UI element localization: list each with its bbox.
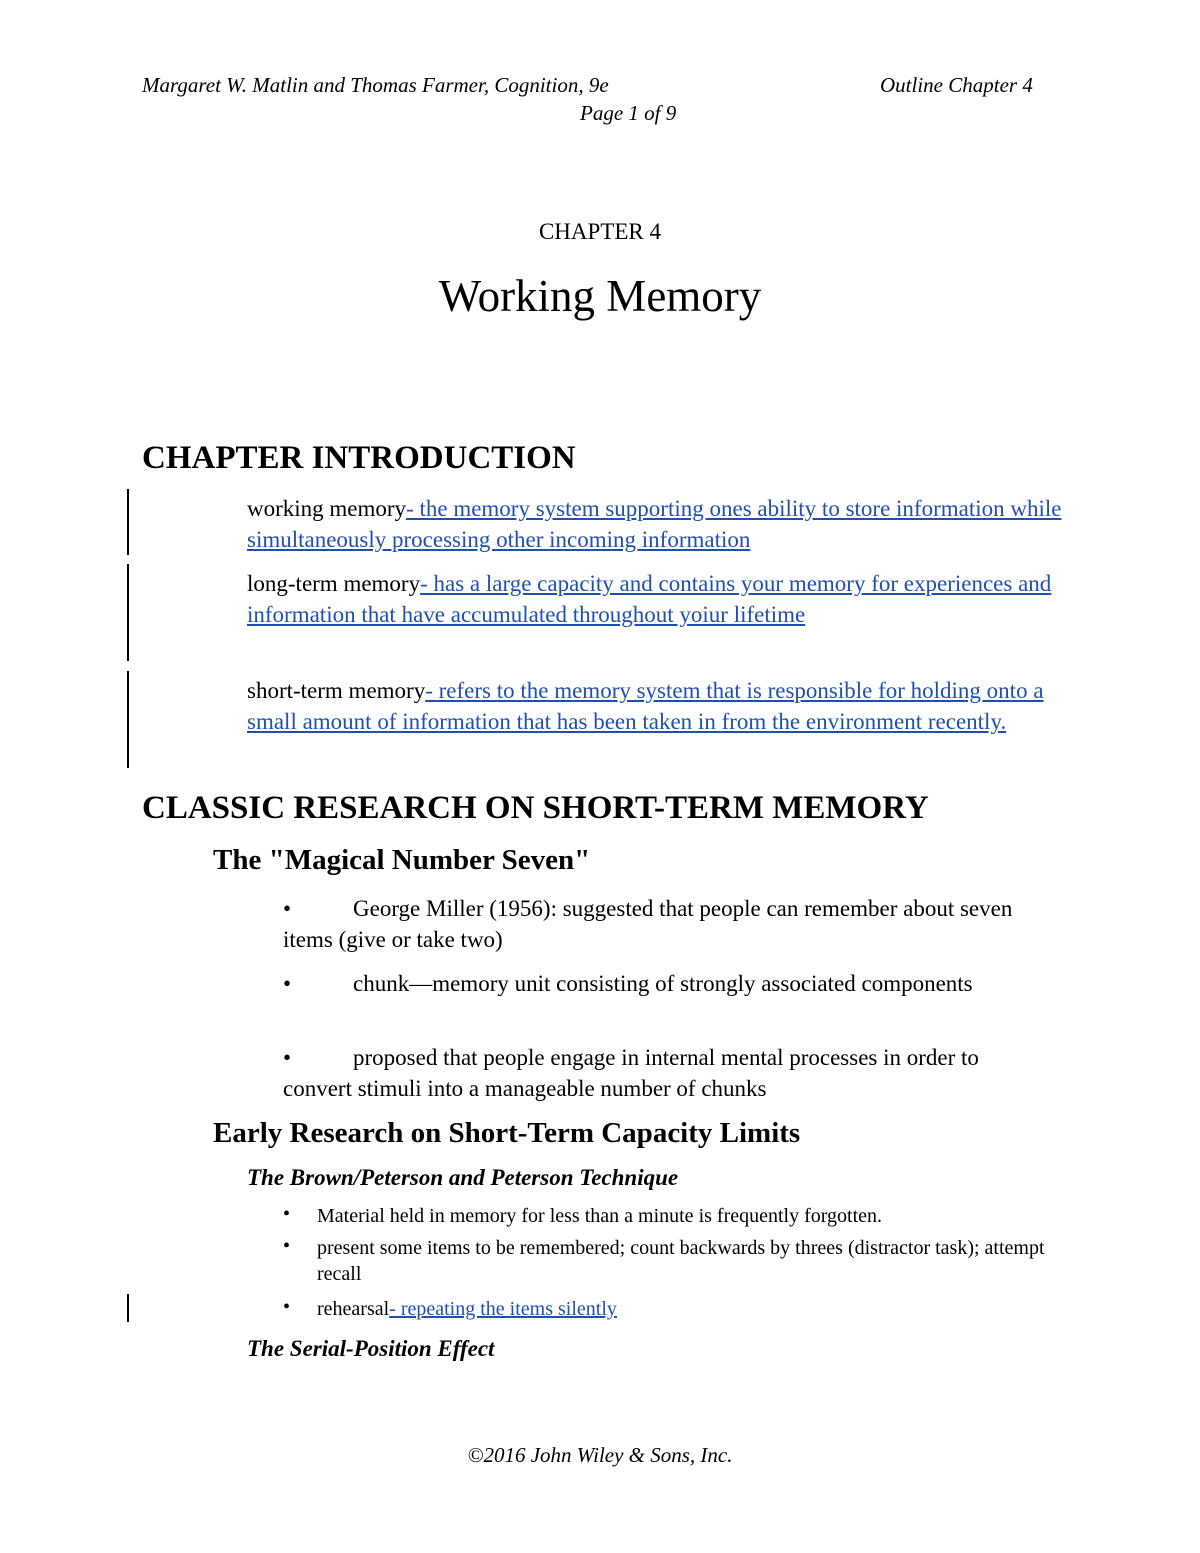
subsection-heading-early-research: Early Research on Short-Term Capacity Limits	[213, 1117, 801, 1149]
bullet-icon: •	[283, 971, 292, 996]
definition-working-memory	[247, 493, 1077, 555]
page-number: Page 1 of 9	[580, 101, 677, 125]
list-item-text: chunk—memory unit consisting of strongly associated components	[353, 971, 973, 996]
topic-heading-brown-peterson: The Brown/Peterson and Peterson Technique	[247, 1165, 679, 1190]
bullet-icon: •	[283, 1203, 291, 1225]
change-bar	[127, 671, 129, 768]
change-bar	[127, 1294, 129, 1322]
bullet-icon: •	[283, 1235, 291, 1257]
list-item	[283, 893, 1023, 955]
header-outline-label: Outline Chapter 4	[880, 73, 1033, 97]
chapter-number: CHAPTER 4	[538, 219, 662, 244]
term: rehearsal	[317, 1298, 390, 1320]
term: working memory	[247, 496, 407, 521]
list-item-rehearsal	[317, 1296, 1057, 1322]
list-item-text: proposed that people engage in internal mental processes in order to convert stimuli into a manageable number of chunks	[283, 1045, 979, 1101]
section-heading-intro: CHAPTER INTRODUCTION	[142, 440, 576, 476]
answer-text: - repeating the items silently	[389, 1298, 617, 1320]
bullet-icon: •	[283, 896, 292, 921]
bullet-icon: •	[283, 1296, 291, 1318]
answer-text: - has a large capacity and contains your memory for experiences and information that have accumulated throughout yoiur lifetime	[247, 571, 1052, 627]
term: long-term memory	[247, 571, 421, 596]
definition-short-term-memory	[247, 675, 1077, 737]
section-heading-classic-research: CLASSIC RESEARCH ON SHORT-TERM MEMORY	[142, 790, 929, 826]
answer-text: - the memory system supporting ones ability to store information while simultaneously processing other incoming information	[247, 496, 1062, 552]
list-item	[283, 1042, 1023, 1104]
header-citation: Margaret W. Matlin and Thomas Farmer, Cognition, 9e	[142, 73, 609, 97]
list-item-text: Material held in memory for less than a minute is frequently forgotten.	[317, 1205, 883, 1227]
change-bar	[127, 564, 129, 661]
list-item	[283, 968, 1023, 999]
definition-long-term-memory	[247, 568, 1077, 630]
chapter-title: Working Memory	[438, 271, 762, 321]
bullet-icon: •	[283, 1045, 292, 1070]
subsection-heading-magical-number: The "Magical Number Seven"	[213, 844, 591, 876]
change-bar	[127, 489, 129, 555]
answer-text: - refers to the memory system that is responsible for holding onto a small amount of information that has been taken in from the environment recently.	[247, 678, 1044, 734]
topic-heading-serial-position: The Serial-Position Effect	[247, 1336, 495, 1361]
footer-copyright: ©2016 John Wiley & Sons, Inc.	[467, 1443, 733, 1467]
list-item-text: George Miller (1956): suggested that people can remember about seven items (give or take two)	[283, 896, 1013, 952]
list-item-text: present some items to be remembered; count backwards by threes (distractor task); attempt recall	[317, 1237, 1045, 1285]
term: short-term memory	[247, 678, 426, 703]
